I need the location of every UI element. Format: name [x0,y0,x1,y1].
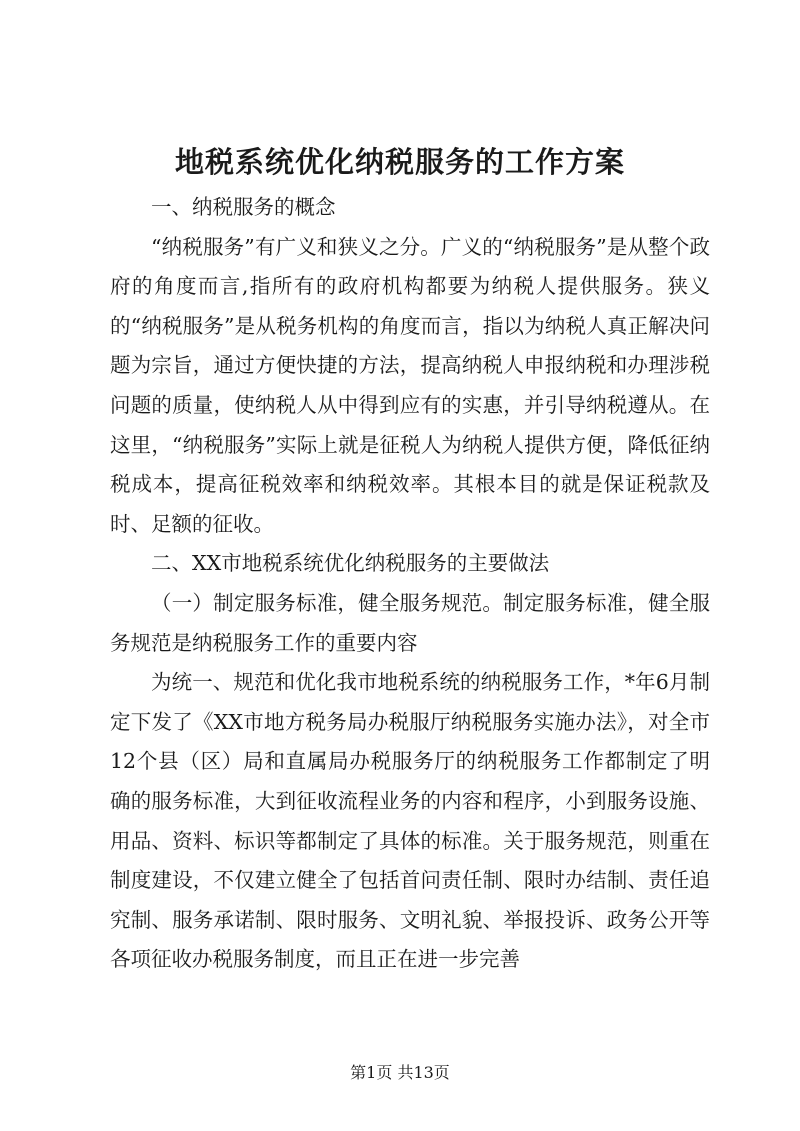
section-heading-1: 一、纳税服务的概念 [151,195,336,219]
paragraph-2: （一）制定服务标准，健全服务规范。制定服务标准，健全服务规范是纳税服务工作的重要内容 [110,590,710,655]
document-body [110,188,710,980]
section-heading-2: 二、XX市地税系统优化纳税服务的主要做法 [151,551,550,576]
page-title: 地税系统优化纳税服务的工作方案 [174,145,625,179]
page-footer: 第1页 共13页 [350,1063,450,1082]
paragraph-3: 为统一、规范和优化我市地税系统的纳税服务工作，*年6月制定下发了《XX市地方税务局办税服厅纳税服务实施办法》，对全市12个县（区）局和直属局办税服务厅的纳税服务工作都制定了明确的服务标准，大到征收流程业务的内容和程序，小到服务设施、用品、资料、标识等都制定了具体的标准。关于服务规范，则重在制度建设，不仅建立健全了包括首问责任制、限时办结制、责任追究制、服务承诺制、限时服务、文明礼貌、举报投诉、政务公开等各项征收办税服务制度，而且正在进一步完善 [110,670,710,972]
paragraph-1: “纳税服务”有广义和狭义之分。广义的“纳税服务”是从整个政府的角度而言,指所有的政府机构都要为纳税人提供服务。狭义的“纳税服务”是从税务机构的角度而言，指以为纳税人真正解决问题为宗旨，通过方便快捷的方法，提高纳税人申报纳税和办理涉税问题的质量，使纳税人从中得到应有的实惠，并引导纳税遵从。在这里，“纳税服务”实际上就是征税人为纳税人提供方便，降低征纳税成本，提高征税效率和纳税效率。其根本目的就是保证税款及时、足额的征收。 [110,234,710,536]
